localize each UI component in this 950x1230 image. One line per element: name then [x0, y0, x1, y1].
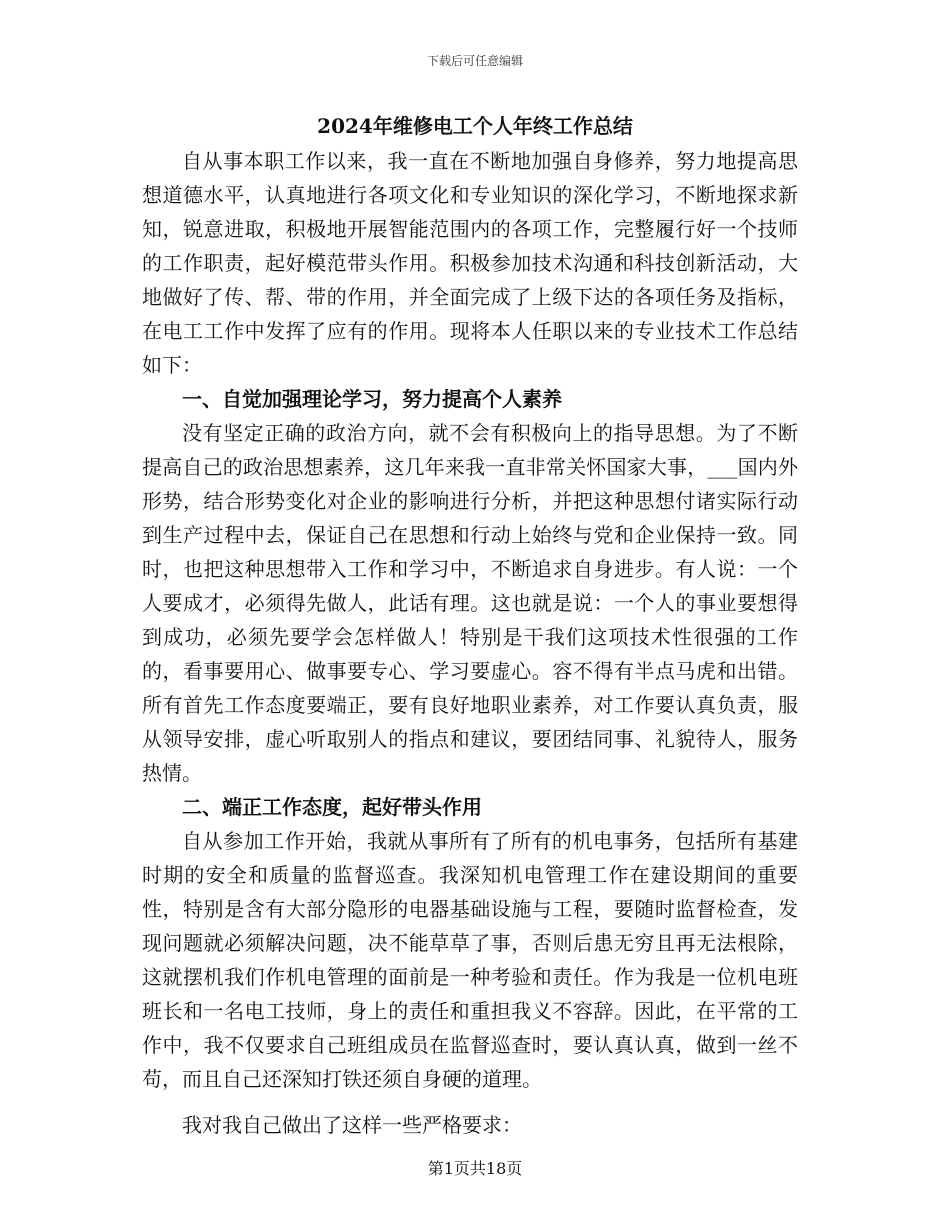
- document-body: [142, 144, 798, 1142]
- document-title: 2024年维修电工个人年终工作总结: [317, 114, 633, 138]
- requirements-intro-paragraph: 我对我自己做出了这样一些严格要求：: [182, 1113, 522, 1137]
- page-footer-number: 第1页共18页: [427, 1159, 523, 1178]
- page-header-note: 下载后可任意编辑: [426, 54, 523, 68]
- intro-paragraph: 自从事本职工作以来，我一直在不断地加强自身修养，努力地提高思想道德水平，认真地进行各项文化和专业知识的深化学习，不断地探求新知，锐意进取，积极地开展智能范围内的各项工作，完整履行好一个技师的工作职责，起好模范带头作用。积极参加技术沟通和科技创新活动，大地做好了传、帮、带的作用，并全面完成了上级下达的各项任务及指标，在电工工作中发挥了应有的作用。现将本人任职以来的专业技术工作总结如下：: [142, 149, 798, 377]
- section-heading-2: 二、端正工作态度，起好带头作用: [182, 795, 482, 819]
- section-2-paragraph: 自从参加工作开始，我就从事所有了所有的机电事务，包括所有基建时期的安全和质量的监督巡查。我深知机电管理工作在建设期间的重要性，特别是含有大部分隐形的电器基础设施与工程，要随时监督检查，发现问题就必须解决问题，决不能草草了事，否则后患无穷且再无法根除，这就摆机我们作机电管理的面前是一种考验和责任。作为我是一位机电班班长和一名电工技师，身上的责任和重担我义不容辞。因此，在平常的工作中，我不仅要求自己班组成员在监督巡查时，要认真认真，做到一丝不苟，而且自己还深知打铁还须自身硬的道理。: [142, 829, 798, 1091]
- section-1-paragraph: 没有坚定正确的政治方向，就不会有积极向上的指导思想。为了不断提高自己的政治思想素养，这几年来我一直非常关怀国家大事，___国内外形势，结合形势变化对企业的影响进行分析，并把这种思想付诸实际行动到生产过程中去，保证自己在思想和行动上始终与党和企业保持一致。同时，也把这种思想带入工作和学习中，不断追求自身进步。有人说：一个人要成才，必须得先做人，此话有理。这也就是说：一个人的事业要想得到成功，必须先要学会怎样做人！特别是干我们这项技术性很强的工作的，看事要用心、做事要专心、学习要虚心。容不得有半点马虎和出错。所有首先工作态度要端正，要有良好地职业素养，对工作要认真负责，服从领导安排，虚心听取别人的指点和建议，要团结同事、礼貌待人，服务热情。: [142, 421, 798, 785]
- section-heading-1: 一、自觉加强理论学习，努力提高个人素养: [182, 387, 562, 411]
